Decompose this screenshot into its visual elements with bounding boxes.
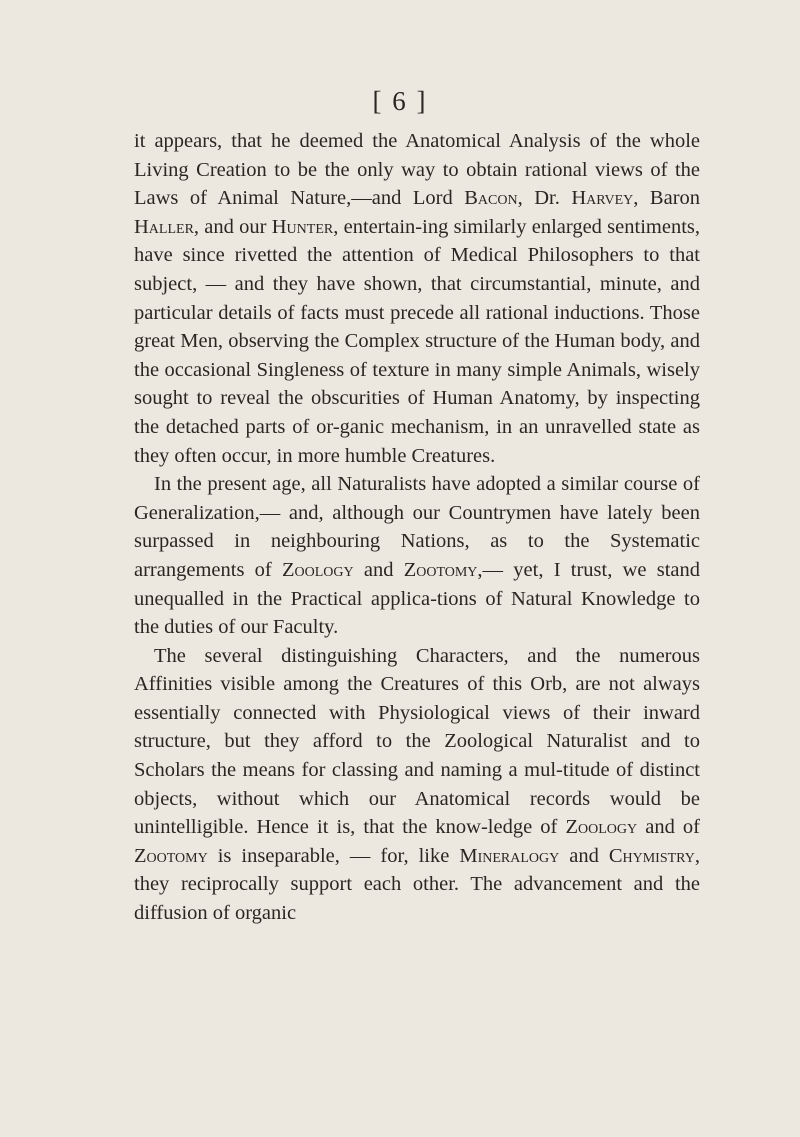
text-run: , and our — [193, 215, 272, 238]
text-run: and — [559, 844, 609, 867]
body-text — [134, 127, 700, 928]
paragraph — [134, 127, 700, 470]
text-run: , Dr. — [517, 187, 572, 210]
text-run: and — [353, 558, 404, 581]
small-caps-name: Chymistry — [608, 844, 695, 867]
text-run: In the present age, all Naturalists have adopted a similar course of Generalization,— and, although our Countrymen have lately been surpassed in neighbouring Nations, as to the Systematic arrangements of — [134, 473, 700, 581]
text-run: ,— yet, I trust, we stand unequalled in the Practical applica-tions of Natural Knowledge to the duties of our Faculty. — [134, 558, 700, 639]
text-run: , entertain-ing similarly enlarged sentiments, have since rivetted the attention of Medical Philosophers to that subject, — and they have shown, that circumstantial, minute, and particular details of facts must precede all rational inductions. Those great Men, observing the Complex structure of the Human body, and the occasional Singleness of texture in many simple Animals, wisely sought to reveal the obscurities of Human Anatomy, by inspecting the detached parts of or-ganic mechanism, in an unravelled state as they often occur, in more humble Creatures. — [134, 215, 700, 467]
paragraph — [134, 470, 700, 642]
small-caps-name: Mineralogy — [459, 844, 560, 867]
paragraph — [134, 642, 700, 928]
small-caps-name: Zootomy — [403, 558, 478, 581]
small-caps-name: Zoology — [565, 816, 638, 839]
small-caps-name: Zoology — [281, 558, 354, 581]
small-caps-name: Bacon — [464, 187, 518, 210]
small-caps-name: Zootomy — [134, 844, 208, 867]
page-number: [ 6 ] — [372, 86, 428, 116]
text-run: and of — [637, 816, 700, 839]
small-caps-name: Harvey — [571, 187, 634, 210]
small-caps-name: Hunter — [271, 215, 334, 238]
text-run: The several distinguishing Characters, and the numerous Affinities visible among the Creatures of this Orb, are not always essentially connected with Physiological views of their inward structure, but they afford to the Zoological Naturalist and to Scholars the means for classing and naming a mul-titude of distinct objects, without which our Anatomical records would be unintelligible. Hence it is, that the know-ledge of — [134, 644, 700, 839]
text-run: is inseparable, — for, like — [207, 844, 460, 867]
text-run: , Baron — [633, 187, 701, 210]
small-caps-name: Haller — [134, 215, 194, 238]
text-run: , they reciprocally support each other. The advancement and the diffusion of organic — [134, 844, 700, 925]
text-run: it appears, that he deemed the Anatomical Analysis of the whole Living Creation to be the only way to obtain rational views of the Laws of Animal Nature,—and Lord — [134, 130, 700, 210]
